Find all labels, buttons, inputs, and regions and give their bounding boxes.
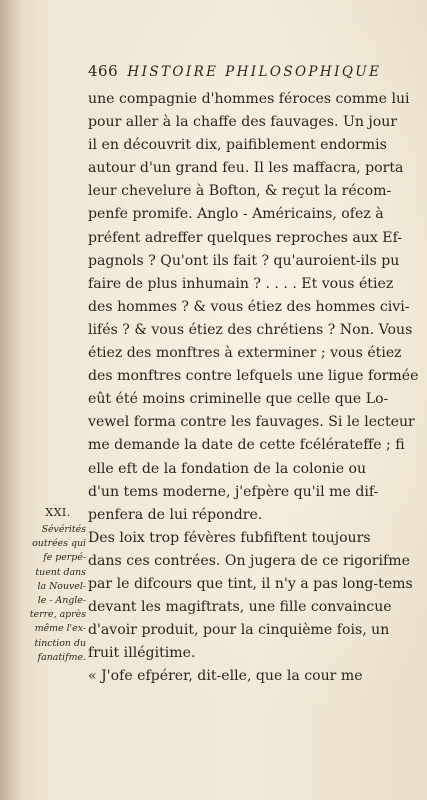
page-number: 466 <box>88 62 119 80</box>
margin-note-line: la Nouvel- <box>37 580 86 592</box>
text-line: préfent adreffer quelques reproches aux Ef- <box>88 229 403 246</box>
margin-note-line: fanatifme. <box>37 651 86 663</box>
text-line: fruit illégitime. <box>88 645 196 662</box>
text-line: faire de plus inhumain ? . . . . Et vous étiez <box>88 275 394 292</box>
text-line: par le difcours que tint, il n'y a pas long-tems <box>88 575 413 592</box>
margin-note-line: le - Angle- <box>37 594 86 606</box>
text-line: des monftres contre lefquels une ligue formée <box>88 368 418 385</box>
text-line: d'un tems moderne, j'efpère qu'il me dif- <box>88 483 379 500</box>
margin-note-line: tinction du <box>34 637 86 649</box>
text-line: une compagnie d'hommes féroces comme lui <box>88 91 410 107</box>
text-line: vewel forma contre les fauvages. Si le lecteur <box>88 414 415 431</box>
text-line: me demande la date de cette fcélérateffe ; fi <box>88 437 405 454</box>
text-line: leur chevelure à Bofton, & reçut la récom- <box>88 183 392 200</box>
text-line: pagnols ? Qu'ont ils fait ? qu'auroient-ils pu <box>88 252 400 269</box>
margin-note-line: terre, après <box>29 609 86 621</box>
margin-note-line: fe perpé- <box>43 552 86 564</box>
spine-shadow <box>0 0 22 800</box>
text-line: étiez des monftres à exterminer ; vous étiez <box>88 345 402 362</box>
text-line: devant les magiftrats, une fille convaincue <box>88 599 392 616</box>
text-line: eût été moins criminelle que celle que Lo- <box>88 391 389 408</box>
text-line: Des loix trop févères fubfiftent toujours <box>88 529 371 546</box>
running-head <box>88 62 418 82</box>
text-line: autour d'un grand feu. Il les maffacra, porta <box>88 160 404 177</box>
margin-note-number: XXI. <box>45 506 71 519</box>
margin-note-line: Sévérités <box>41 524 86 535</box>
margin-note-line: tuent dans <box>35 566 86 578</box>
body-text <box>88 88 418 688</box>
text-line: dans ces contrées. On jugera de ce rigorifme <box>88 552 410 569</box>
text-line: lifés ? & vous étiez des chrétiens ? Non. Vous <box>88 321 413 338</box>
text-line: d'avoir produit, pour la cinquième fois, un <box>88 622 390 639</box>
margin-note-line: même l'ex- <box>34 623 86 635</box>
margin-note-line: outrées qui <box>32 538 86 550</box>
text-line: « J'ofe efpérer, dit-elle, que la cour me <box>88 668 363 685</box>
text-line: des hommes ? & vous étiez des hommes civi- <box>88 298 410 315</box>
text-line: penfera de lui répondre. <box>88 506 263 523</box>
text-line: penfe promife. Anglo - Américains, ofez à <box>88 206 384 223</box>
text-line: elle eft de la fondation de la colonie ou <box>88 460 367 477</box>
running-head-title: HISTOIRE PHILOSOPHIQUE <box>127 64 382 80</box>
margin-note <box>24 505 86 665</box>
text-line: il en découvrit dix, paifiblement endormis <box>88 137 387 154</box>
text-line: pour aller à la chaffe des fauvages. Un jour <box>88 114 398 131</box>
